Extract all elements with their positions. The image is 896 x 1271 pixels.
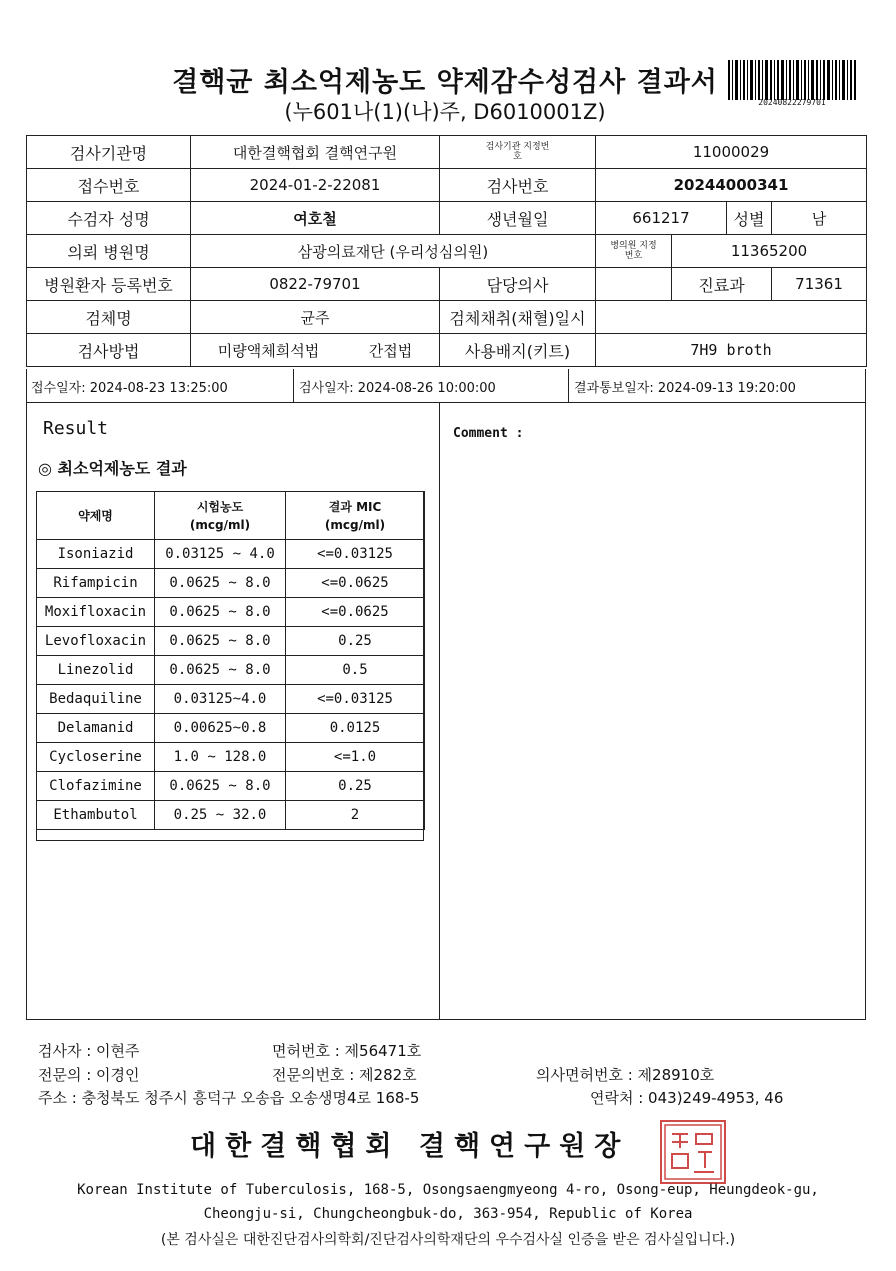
hosp-no-value: 11365200 [672, 235, 867, 268]
receipt-label: 접수번호 [27, 169, 191, 202]
english-address-line-2: Cheongju-si, Chungcheongbuk-do, 363-954, Republic of Korea [203, 1206, 693, 1222]
patient-value: 여호철 [191, 202, 440, 235]
col-mic: 결과 MIC (mcg/ml) [286, 492, 425, 540]
cell-range: 0.03125~4.0 [155, 685, 286, 714]
cell-mic: 0.25 [286, 627, 425, 656]
cell-mic: 0.5 [286, 656, 425, 685]
doctor-license-no: 의사면허번호 : 제28910호 [536, 1066, 715, 1084]
table-row [37, 714, 425, 743]
barcode [728, 60, 856, 100]
cell-mic: 2 [286, 801, 425, 830]
cell-mic: <=1.0 [286, 743, 425, 772]
certification-note: (본 검사실은 대한진단검사의학회/진단검사의학재단의 우수검사실 인증을 받은 검사실입니다.) [160, 1232, 736, 1248]
inst-label: 검사기관명 [27, 136, 191, 169]
table-row [37, 656, 425, 685]
hospital-label: 의뢰 병원명 [27, 235, 191, 268]
receipt-date: 접수일자: 2024-08-23 13:25:00 [31, 381, 228, 396]
inst-no-value: 11000029 [596, 136, 867, 169]
cell-range: 0.0625 ~ 8.0 [155, 569, 286, 598]
report-date: 결과통보일자: 2024-09-13 19:20:00 [574, 381, 796, 396]
cell-drug: Rifampicin [37, 569, 155, 598]
reg-label: 병원환자 등록번호 [27, 268, 191, 301]
patient-label: 수검자 성명 [27, 202, 191, 235]
birth-value: 661217 [596, 202, 727, 235]
document-title: 결핵균 최소억제농도 약제감수성검사 결과서 [172, 67, 718, 98]
doctor-label: 담당의사 [440, 268, 596, 301]
cell-range: 0.25 ~ 32.0 [155, 801, 286, 830]
method-value [191, 334, 440, 367]
specimen-value: 균주 [191, 301, 440, 334]
address: 주소 : 충청북도 청주시 흥덕구 오송읍 오송생명4로 168-5 [38, 1089, 420, 1107]
cell-drug: Isoniazid [37, 540, 155, 569]
cell-range: 0.03125 ~ 4.0 [155, 540, 286, 569]
cell-range: 0.00625~0.8 [155, 714, 286, 743]
contact: 연락처 : 043)249-4953, 46 [590, 1089, 784, 1107]
inst-no-label: 검사기관 지정번호 [440, 136, 596, 169]
result-heading: Result [43, 418, 109, 439]
specimen-label: 검체명 [27, 301, 191, 334]
receipt-value: 2024-01-2-22081 [191, 169, 440, 202]
dept-label: 진료과 [672, 268, 772, 301]
cell-mic: 0.0125 [286, 714, 425, 743]
comment-label: Comment : [453, 426, 524, 441]
cell-range: 0.0625 ~ 8.0 [155, 772, 286, 801]
table-row [37, 627, 425, 656]
hosp-no-label: 병의원 지정번호 [596, 235, 672, 268]
cell-drug: Clofazimine [37, 772, 155, 801]
cell-range: 0.0625 ~ 8.0 [155, 627, 286, 656]
kit-label: 사용배지(키트) [440, 334, 596, 367]
cell-drug: Linezolid [37, 656, 155, 685]
cell-mic: <=0.0625 [286, 569, 425, 598]
method-value-1: 미량액체희석법 [217, 341, 320, 360]
hospital-value: 삼광의료재단 (우리성심의원) [191, 235, 596, 268]
birth-label: 생년월일 [440, 202, 596, 235]
kit-value: 7H9 broth [596, 334, 867, 367]
cell-mic: <=0.03125 [286, 540, 425, 569]
test-no-value: 20244000341 [596, 169, 867, 202]
table-row [37, 801, 425, 830]
specialist-no: 전문의번호 : 제282호 [272, 1066, 417, 1084]
dept-value: 71361 [772, 268, 867, 301]
cell-range: 0.0625 ~ 8.0 [155, 598, 286, 627]
table-row [37, 569, 425, 598]
english-address-line-1: Korean Institute of Tuberculosis, 168-5, Osongsaengmyeong 4-ro, Osong-eup, Heungdeok-gu, [77, 1182, 819, 1198]
table-row [37, 685, 425, 714]
tester: 검사자 : 이현주 [38, 1042, 140, 1060]
inst-value: 대한결핵협회 결핵연구원 [191, 136, 440, 169]
sex-value: 남 [772, 202, 867, 235]
cell-drug: Delamanid [37, 714, 155, 743]
cell-range: 0.0625 ~ 8.0 [155, 656, 286, 685]
specialist: 전문의 : 이경인 [38, 1066, 140, 1084]
sex-label: 성별 [727, 202, 772, 235]
col-range: 시험농도 (mcg/ml) [155, 492, 286, 540]
cell-drug: Cycloserine [37, 743, 155, 772]
cell-drug: Bedaquiline [37, 685, 155, 714]
license-no: 면허번호 : 제56471호 [272, 1042, 422, 1060]
cell-drug: Levofloxacin [37, 627, 155, 656]
table-row [37, 772, 425, 801]
official-seal [660, 1120, 726, 1184]
method-value-2: 간접법 [368, 341, 413, 360]
collect-label: 검체채취(채혈)일시 [440, 301, 596, 334]
organization-name: 대한결핵협회 결핵연구원장 [190, 1131, 630, 1162]
cell-mic: <=0.03125 [286, 685, 425, 714]
cell-range: 1.0 ~ 128.0 [155, 743, 286, 772]
cell-mic: <=0.0625 [286, 598, 425, 627]
mic-table [36, 491, 425, 830]
collect-value [596, 301, 867, 334]
test-no-label: 검사번호 [440, 169, 596, 202]
reg-value: 0822-79701 [191, 268, 440, 301]
table-row [37, 743, 425, 772]
table-row [37, 540, 425, 569]
method-label: 검사방법 [27, 334, 191, 367]
table-row [37, 598, 425, 627]
panel-divider [439, 403, 440, 1020]
cell-mic: 0.25 [286, 772, 425, 801]
header-info-table [26, 135, 867, 367]
mic-section-title: ◎ 최소억제농도 결과 [38, 459, 187, 478]
cell-drug: Ethambutol [37, 801, 155, 830]
cell-drug: Moxifloxacin [37, 598, 155, 627]
doctor-value [596, 268, 672, 301]
document-subtitle: (누601나(1)(나)주, D6010001Z) [284, 100, 606, 124]
col-drug: 약제명 [37, 492, 155, 540]
test-date: 검사일자: 2024-08-26 10:00:00 [299, 381, 496, 396]
dates-row [26, 369, 866, 403]
barcode-number: 20240822279701 [758, 98, 826, 107]
